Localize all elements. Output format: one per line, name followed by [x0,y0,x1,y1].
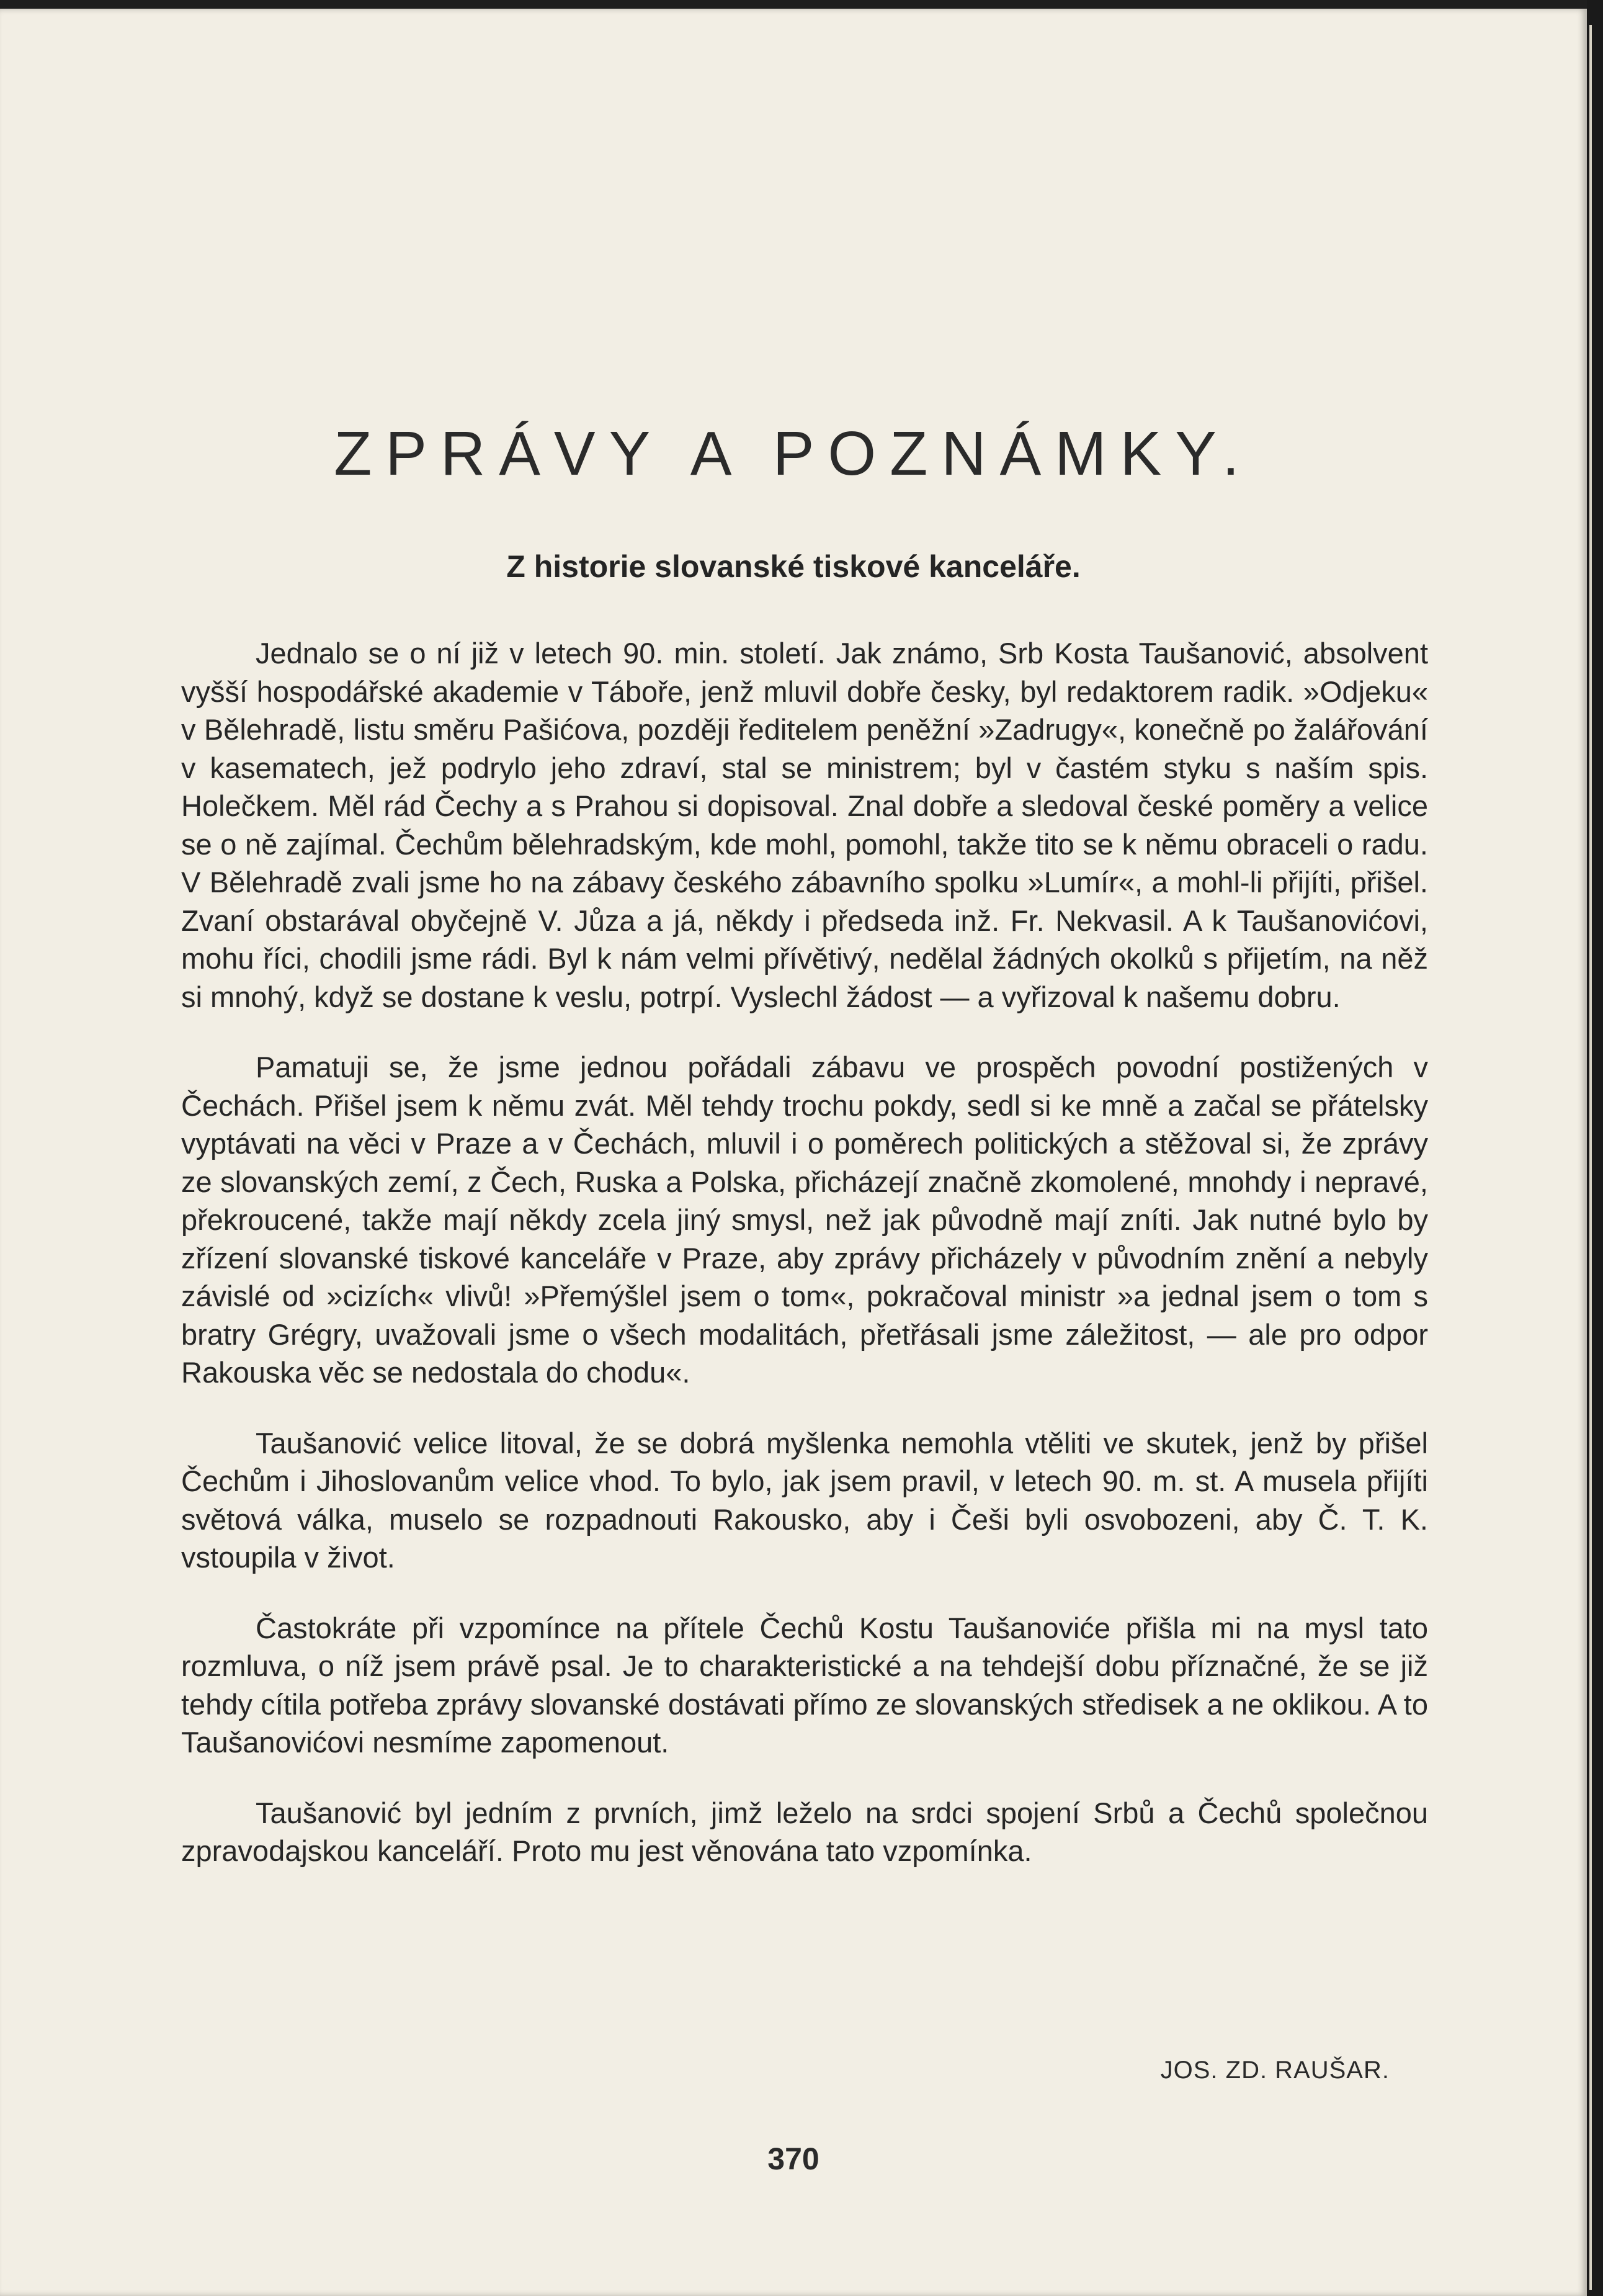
paragraph-4: Častokráte při vzpomínce na přítele Čechů Kostu Taušanoviće přišla mi na mysl tato rozmluva, o níž jsem právě psal. Je to charakteristické a na tehdejší dobu příznačné, že se již tehdy cítila potřeba zprávy slovanské dostávati přímo ze slovanských středisek a ne oklikou. A to Taušanovićovi nesmíme zapomenout. [181,1611,1428,1759]
book-page [0,9,1587,2296]
page-number: 370 [767,2141,819,2176]
author-signature: JOS. ZD. RAUŠAR. [1160,2056,1390,2084]
paragraph-3: Taušanović velice litoval, že se dobrá myšlenka nemohla vtěliti ve skutek, jenž by přišel Čechům i Jihoslovanům velice vhod. To bylo, jak jsem pravil, v letech 90. m. st. A musela přijíti světová válka, muselo se rozpadnouti Rakousko, aby i Češi byli osvobozeni, aby Č. T. K. vstoupila v život. [181,1426,1428,1574]
article-heading: Z historie slovanské tiskové kanceláře. [506,549,1081,584]
paragraph-5: Taušanović byl jedním z prvních, jimž leželo na srdci spojení Srbů a Čechů společnou zpravodajskou kanceláří. Proto mu jest věnována tato vzpomínka. [181,1796,1428,1867]
page-top-edge [0,0,1587,9]
edge-rule [1589,25,1592,2290]
paragraph-1: Jednalo se o ní již v letech 90. min. století. Jak známo, Srb Kosta Taušanović, absolvent vyšší hospodářské akademie v Táboře, jenž mluvil dobře česky, byl redaktorem radik. »Odjeku« v Bělehradě, listu směru Pašićova, později ředitelem peněžní »Zadrugy«, konečně po žalářování v kasematech, jež podrylo jeho zdraví, stal se ministrem; byl v častém styku s naším spis. Holečkem. Měl rád Čechy a s Prahou si dopisoval. Znal dobře a sledoval české poměry a velice se o ně zajímal. Čechům bělehradským, kde mohl, pomohl, takže tito se k němu obraceli o radu. V Bělehradě zvali jsme ho na zábavy českého zábavního spolku »Lumír«, a mohl-li přijíti, přišel. Zvaní obstarával obyčejně V. Jůza a já, někdy i předseda inž. Fr. Nekvasil. A k Taušanovićovi, mohu říci, chodili jsme rádi. Byl k nám velmi přívětivý, nedělal žádných okolků s přijetím, na něž si mnohý, když se dostane k veslu, potrpí. Vyslechl žádost — a vyřizoval k našemu dobru. [181,637,1428,1013]
article-body [181,634,1428,1903]
page-right-edge [1587,0,1603,2296]
section-title: ZPRÁVY A POZNÁMKY. [334,419,1253,488]
paragraph-2: Pamatuji se, že jsme jednou pořádali zábavu ve prospěch povodní postižených v Čechách. Přišel jsem k němu zvát. Měl tehdy trochu pokdy, sedl si ke mně a začal se přátelsky vyptávati na věci v Praze a v Čechách, mluvil i o poměrech politických a stěžoval si, že zprávy ze slovanských zemí, z Čech, Ruska a Polska, přicházejí značně zkomolené, mnohdy i nepravé, překroucené, takže mají někdy zcela jiný smysl, než jak původně mají zníti. Jak nutné bylo by zřízení slovanské tiskové kanceláře v Praze, aby zprávy přicházely v původním znění a nebyly závislé od »cizích« vlivů! »Přemýšlel jsem o tom«, pokračoval ministr »a jednal jsem o tom s bratry Grégry, uvažovali jsme o všech modalitách, přetřásali jsme záležitost, — ale pro odpor Rakouska věc se nedostala do chodu«. [181,1051,1428,1389]
